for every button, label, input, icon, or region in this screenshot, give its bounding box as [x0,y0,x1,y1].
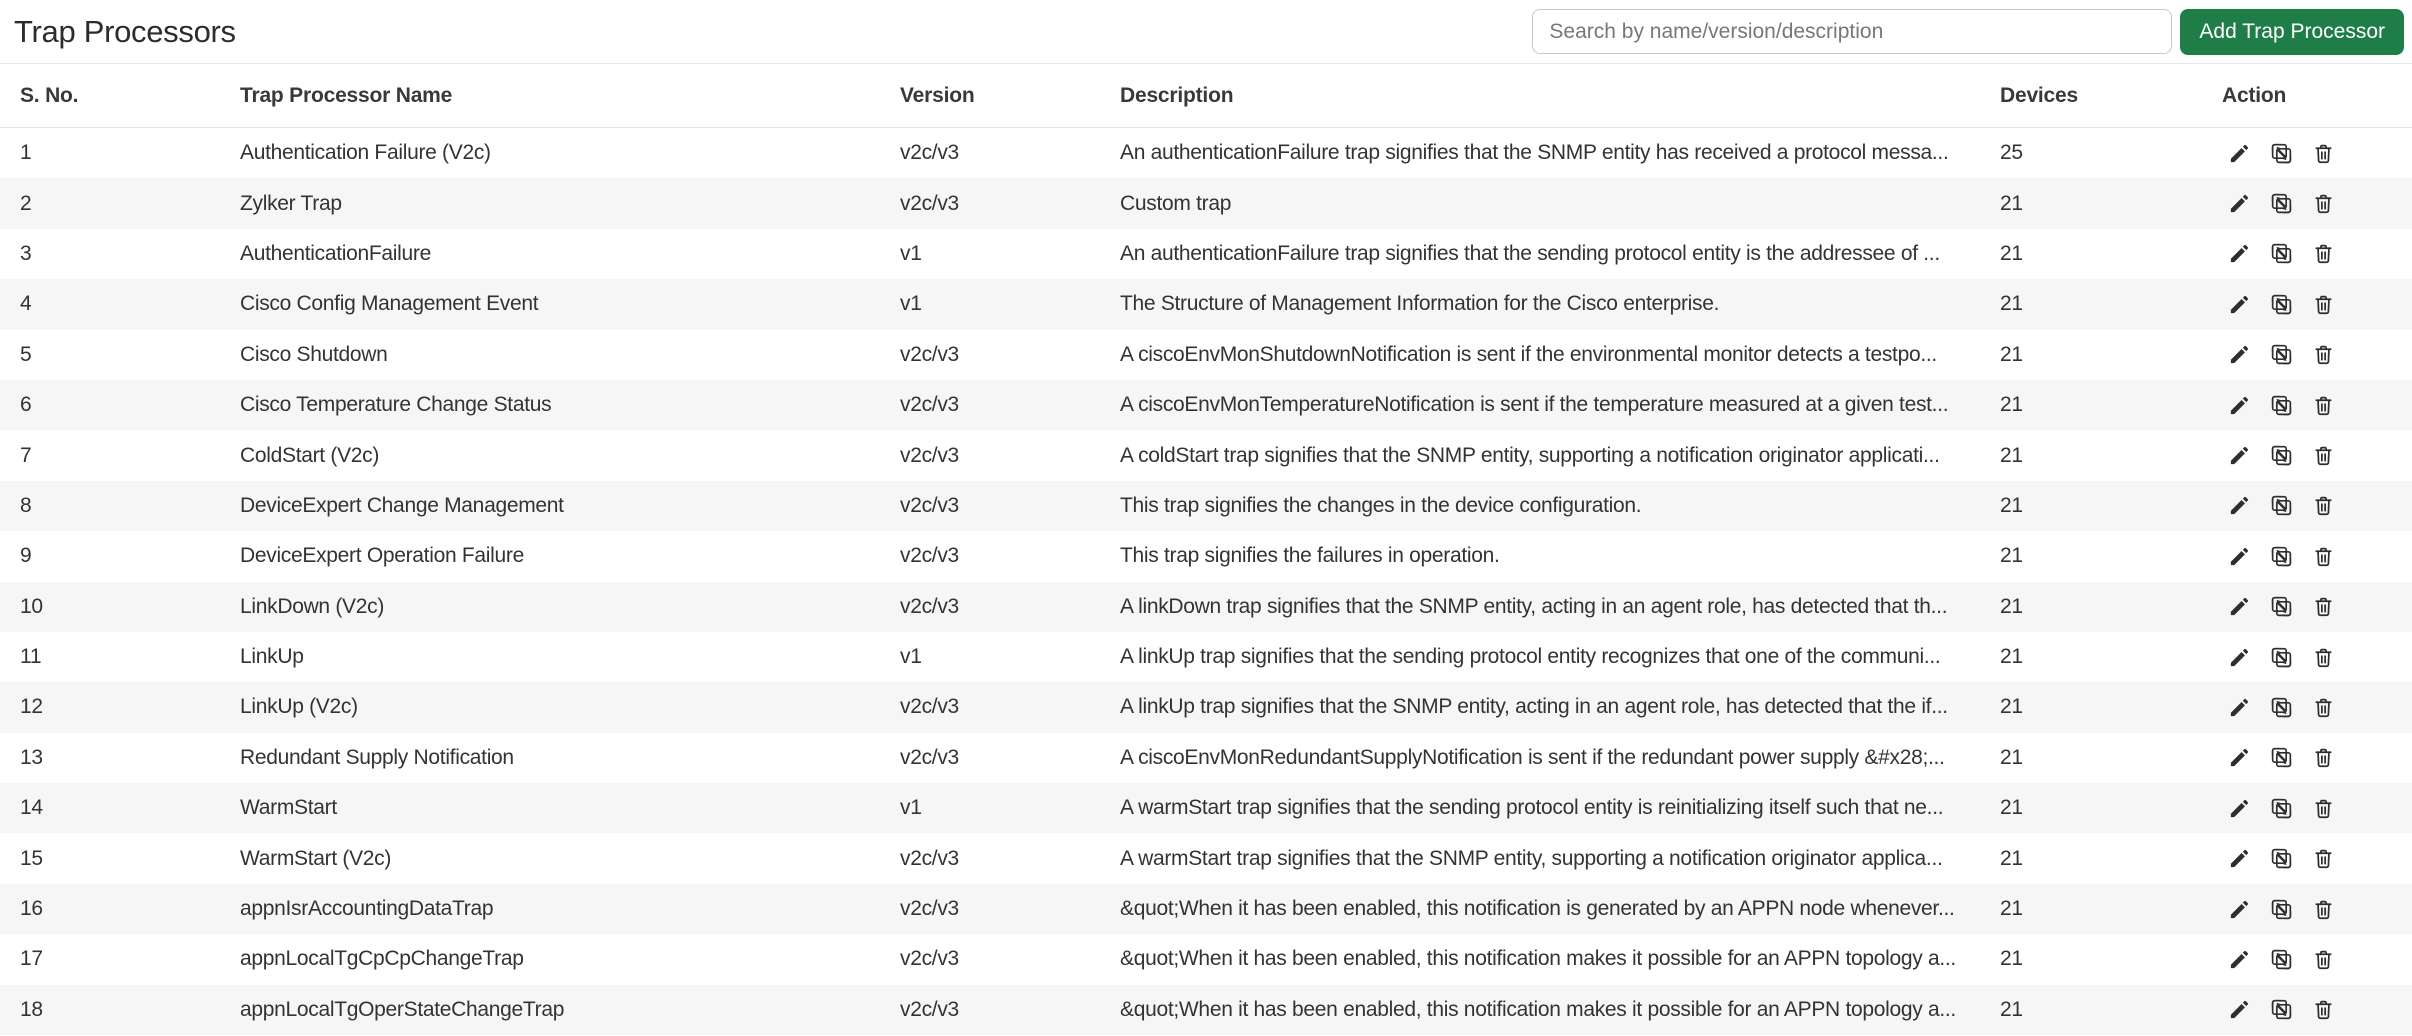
cell-version: v2c/v3 [900,443,959,467]
pencil-icon [2228,494,2251,517]
copy-button[interactable] [2268,291,2294,317]
cell-sno: 15 [20,846,43,870]
cell-description: This trap signifies the failures in operation. [1120,544,1500,568]
cell-sno: 11 [20,645,42,669]
row-actions [2222,241,2412,267]
delete-button[interactable] [2310,241,2336,267]
cell-devices: 21 [2000,796,2023,820]
cell-description: A warmStart trap signifies that the sending protocol entity is reinitializing itself such that ne... [1120,796,1944,820]
column-header-sno: S. No. [20,83,79,107]
row-actions [2222,443,2412,469]
pencil-icon [2228,998,2251,1021]
row-actions [2222,846,2412,872]
cell-devices: 21 [2000,393,2023,417]
edit-button[interactable] [2226,443,2252,469]
trash-icon [2312,142,2335,165]
copy-button[interactable] [2268,644,2294,670]
cell-description: A linkUp trap signifies that the sending protocol entity recognizes that one of the communi... [1120,645,1941,669]
table-row [0,985,2412,1035]
trash-icon [2312,898,2335,921]
copy-button[interactable] [2268,543,2294,569]
pencil-icon [2228,898,2251,921]
cell-version: v2c/v3 [900,342,959,366]
table-row [0,330,2412,380]
cell-name: ColdStart (V2c) [240,443,380,467]
cell-sno: 16 [20,897,43,921]
trash-icon [2312,242,2335,265]
trash-icon [2312,646,2335,669]
column-header-name: Trap Processor Name [240,83,453,107]
cell-devices: 21 [2000,846,2023,870]
cell-version: v2c/v3 [900,846,959,870]
cell-sno: 13 [20,745,43,769]
trash-icon [2312,192,2335,215]
edit-button[interactable] [2226,795,2252,821]
row-actions [2222,745,2412,771]
cell-version: v2c/v3 [900,544,959,568]
cell-sno: 14 [20,796,43,820]
edit-button[interactable] [2226,291,2252,317]
trash-icon [2312,998,2335,1021]
copy-icon [2269,191,2294,216]
trash-icon [2312,444,2335,467]
cell-description: &quot;When it has been enabled, this notification is generated by an APPN node whenever... [1120,897,1955,921]
topbar [0,0,2412,64]
edit-button[interactable] [2226,745,2252,771]
trash-icon [2312,696,2335,719]
cell-description: The Structure of Management Information for the Cisco enterprise. [1120,292,1720,316]
delete-button[interactable] [2310,745,2336,771]
cell-sno: 2 [20,191,32,215]
copy-icon [2269,544,2294,569]
cell-version: v2c/v3 [900,997,959,1021]
cell-name: appnLocalTgCpCpChangeTrap [240,947,524,971]
table-row [0,582,2412,632]
copy-icon [2269,292,2294,317]
pencil-icon [2228,343,2251,366]
cell-sno: 5 [20,342,32,366]
row-actions [2222,594,2412,620]
copy-button[interactable] [2268,443,2294,469]
cell-version: v2c/v3 [900,191,959,215]
cell-sno: 6 [20,393,32,417]
cell-description: A ciscoEnvMonShutdownNotification is sent if the environmental monitor detects a testpo... [1120,342,1937,366]
cell-description: A linkUp trap signifies that the SNMP entity, acting in an agent role, has detected that the if... [1120,695,1948,719]
cell-version: v1 [900,645,922,669]
cell-devices: 21 [2000,594,2023,618]
cell-devices: 21 [2000,241,2023,265]
table-row [0,934,2412,984]
table-row [0,229,2412,279]
column-header-action: Action [2222,83,2287,107]
delete-button[interactable] [2310,493,2336,519]
trash-icon [2312,293,2335,316]
pencil-icon [2228,293,2251,316]
copy-button[interactable] [2268,241,2294,267]
trash-icon [2312,847,2335,870]
table-row [0,279,2412,329]
copy-button[interactable] [2268,191,2294,217]
row-actions [2222,694,2412,720]
edit-button[interactable] [2226,846,2252,872]
row-actions [2222,896,2412,922]
cell-devices: 21 [2000,897,2023,921]
cell-name: LinkDown (V2c) [240,594,385,618]
trash-icon [2312,948,2335,971]
cell-devices: 21 [2000,997,2023,1021]
copy-button[interactable] [2268,896,2294,922]
trash-icon [2312,394,2335,417]
copy-icon [2269,947,2294,972]
table-row [0,833,2412,883]
copy-button[interactable] [2268,594,2294,620]
trash-icon [2312,746,2335,769]
edit-button[interactable] [2226,140,2252,166]
copy-icon [2269,645,2294,670]
copy-icon [2269,241,2294,266]
copy-icon [2269,997,2294,1022]
trash-icon [2312,797,2335,820]
pencil-icon [2228,545,2251,568]
cell-devices: 21 [2000,443,2023,467]
cell-description: A ciscoEnvMonTemperatureNotification is sent if the temperature measured at a given test... [1120,393,1949,417]
cell-description: A linkDown trap signifies that the SNMP entity, acting in an agent role, has detected that th... [1120,594,1948,618]
copy-icon [2269,695,2294,720]
cell-devices: 21 [2000,544,2023,568]
edit-button[interactable] [2226,594,2252,620]
cell-sno: 4 [20,292,32,316]
table-row [0,128,2412,178]
pencil-icon [2228,142,2251,165]
delete-button[interactable] [2310,694,2336,720]
delete-button[interactable] [2310,594,2336,620]
delete-button[interactable] [2310,191,2336,217]
cell-name: Cisco Config Management Event [240,292,539,316]
cell-devices: 21 [2000,342,2023,366]
search-input[interactable] [1532,9,2172,54]
table-row [0,632,2412,682]
trash-icon [2312,595,2335,618]
edit-button[interactable] [2226,896,2252,922]
page-title: Trap Processors [14,13,236,49]
cell-sno: 7 [20,443,32,467]
copy-icon [2269,846,2294,871]
column-header-devices: Devices [2000,83,2078,107]
cell-version: v1 [900,292,922,316]
copy-button[interactable] [2268,745,2294,771]
cell-version: v1 [900,241,922,265]
cell-description: A ciscoEnvMonRedundantSupplyNotification is sent if the redundant power supply &#x28;... [1120,745,1945,769]
copy-button[interactable] [2268,997,2294,1023]
edit-button[interactable] [2226,392,2252,418]
row-actions [2222,291,2412,317]
delete-button[interactable] [2310,846,2336,872]
row-actions [2222,946,2412,972]
copy-button[interactable] [2268,946,2294,972]
copy-button[interactable] [2268,342,2294,368]
delete-button[interactable] [2310,896,2336,922]
cell-name: DeviceExpert Operation Failure [240,544,524,568]
cell-sno: 17 [20,947,43,971]
table-header [0,64,2412,128]
table-row [0,783,2412,833]
copy-icon [2269,897,2294,922]
table-row [0,682,2412,732]
cell-name: LinkUp [240,645,304,669]
cell-version: v2c/v3 [900,393,959,417]
cell-version: v2c/v3 [900,141,959,165]
cell-version: v2c/v3 [900,947,959,971]
copy-button[interactable] [2268,846,2294,872]
cell-version: v2c/v3 [900,695,959,719]
cell-sno: 12 [20,695,43,719]
trash-icon [2312,494,2335,517]
pencil-icon [2228,242,2251,265]
delete-button[interactable] [2310,795,2336,821]
edit-button[interactable] [2226,946,2252,972]
column-header-description: Description [1120,83,1234,107]
copy-button[interactable] [2268,493,2294,519]
delete-button[interactable] [2310,997,2336,1023]
delete-button[interactable] [2310,443,2336,469]
table-row [0,380,2412,430]
delete-button[interactable] [2310,140,2336,166]
cell-name: WarmStart (V2c) [240,846,392,870]
cell-description: Custom trap [1120,191,1232,215]
cell-name: LinkUp (V2c) [240,695,358,719]
pencil-icon [2228,797,2251,820]
pencil-icon [2228,646,2251,669]
cell-sno: 10 [20,594,43,618]
pencil-icon [2228,847,2251,870]
cell-devices: 21 [2000,191,2023,215]
add-trap-processor-button[interactable]: Add Trap Processor [2180,9,2404,55]
pencil-icon [2228,948,2251,971]
cell-description: &quot;When it has been enabled, this notification makes it possible for an APPN topology a... [1120,947,1956,971]
cell-version: v2c/v3 [900,594,959,618]
cell-sno: 9 [20,544,32,568]
trash-icon [2312,343,2335,366]
copy-icon [2269,141,2294,166]
cell-version: v2c/v3 [900,745,959,769]
pencil-icon [2228,746,2251,769]
row-actions [2222,140,2412,166]
cell-description: A warmStart trap signifies that the SNMP entity, supporting a notification originator applica... [1120,846,1943,870]
cell-name: DeviceExpert Change Management [240,493,564,517]
copy-icon [2269,745,2294,770]
pencil-icon [2228,444,2251,467]
row-actions [2222,342,2412,368]
cell-devices: 21 [2000,695,2023,719]
edit-button[interactable] [2226,644,2252,670]
delete-button[interactable] [2310,291,2336,317]
edit-button[interactable] [2226,493,2252,519]
pencil-icon [2228,595,2251,618]
pencil-icon [2228,192,2251,215]
cell-name: appnIsrAccountingDataTrap [240,897,494,921]
edit-button[interactable] [2226,997,2252,1023]
cell-sno: 18 [20,997,43,1021]
row-actions [2222,644,2412,670]
cell-version: v1 [900,796,922,820]
row-actions [2222,493,2412,519]
cell-devices: 21 [2000,292,2023,316]
cell-version: v2c/v3 [900,493,959,517]
table-row [0,733,2412,783]
row-actions [2222,543,2412,569]
edit-button[interactable] [2226,543,2252,569]
table-row [0,481,2412,531]
cell-name: Zylker Trap [240,191,342,215]
delete-button[interactable] [2310,392,2336,418]
row-actions [2222,997,2412,1023]
cell-sno: 8 [20,493,32,517]
row-actions [2222,392,2412,418]
table-row [0,430,2412,480]
edit-button[interactable] [2226,241,2252,267]
column-header-version: Version [900,83,975,107]
copy-icon [2269,594,2294,619]
edit-button[interactable] [2226,694,2252,720]
delete-button[interactable] [2310,342,2336,368]
table-row [0,178,2412,228]
cell-description: A coldStart trap signifies that the SNMP entity, supporting a notification originator applicati... [1120,443,1940,467]
delete-button[interactable] [2310,644,2336,670]
cell-name: Authentication Failure (V2c) [240,141,491,165]
cell-description: An authenticationFailure trap signifies that the SNMP entity has received a protocol messa... [1120,141,1949,165]
copy-button[interactable] [2268,392,2294,418]
cell-devices: 25 [2000,141,2023,165]
delete-button[interactable] [2310,946,2336,972]
cell-name: Redundant Supply Notification [240,745,514,769]
cell-sno: 3 [20,241,32,265]
cell-description: This trap signifies the changes in the device configuration. [1120,493,1642,517]
copy-button[interactable] [2268,795,2294,821]
cell-devices: 21 [2000,745,2023,769]
row-actions [2222,191,2412,217]
copy-button[interactable] [2268,140,2294,166]
copy-icon [2269,493,2294,518]
cell-description: An authenticationFailure trap signifies that the sending protocol entity is the addressee of ... [1120,241,1940,265]
copy-button[interactable] [2268,694,2294,720]
cell-devices: 21 [2000,493,2023,517]
table-row [0,531,2412,581]
cell-name: WarmStart [240,796,337,820]
row-actions [2222,795,2412,821]
cell-sno: 1 [20,141,32,165]
delete-button[interactable] [2310,543,2336,569]
copy-icon [2269,393,2294,418]
copy-icon [2269,443,2294,468]
table-body [0,128,2412,1035]
pencil-icon [2228,696,2251,719]
edit-button[interactable] [2226,191,2252,217]
cell-name: appnLocalTgOperStateChangeTrap [240,997,565,1021]
copy-icon [2269,796,2294,821]
cell-description: &quot;When it has been enabled, this notification makes it possible for an APPN topology a... [1120,997,1956,1021]
cell-name: Cisco Shutdown [240,342,388,366]
cell-devices: 21 [2000,645,2023,669]
table-row [0,884,2412,934]
cell-name: AuthenticationFailure [240,241,431,265]
pencil-icon [2228,394,2251,417]
topbar-actions [1532,9,2404,55]
trash-icon [2312,545,2335,568]
copy-icon [2269,342,2294,367]
cell-version: v2c/v3 [900,897,959,921]
cell-devices: 21 [2000,947,2023,971]
cell-name: Cisco Temperature Change Status [240,393,552,417]
edit-button[interactable] [2226,342,2252,368]
